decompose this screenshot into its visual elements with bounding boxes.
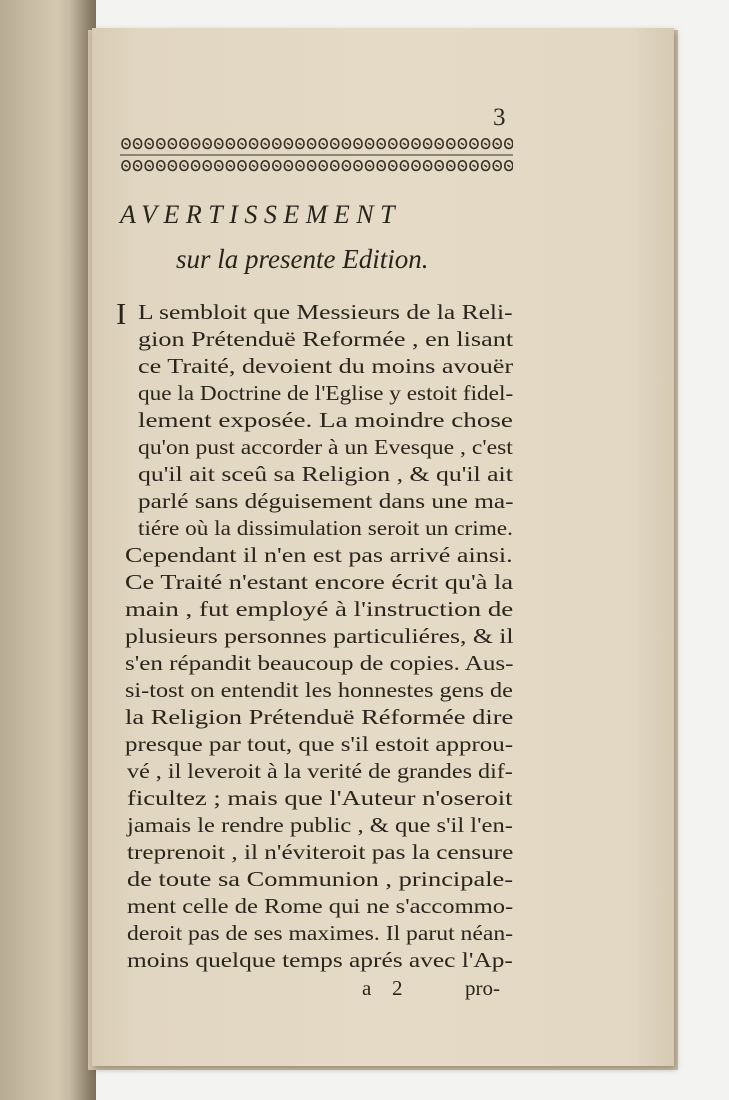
fleuron-icon <box>331 161 339 171</box>
fleuron-icon <box>366 161 374 171</box>
text-line: la Religion Prétenduë Réformée dire <box>125 705 514 729</box>
fleuron-icon <box>168 139 176 149</box>
fleuron-icon <box>366 139 374 149</box>
fleuron-icon <box>424 161 432 171</box>
fleuron-icon <box>273 161 281 171</box>
text-line: ment celle de Rome qui ne s'accommo- <box>127 894 514 918</box>
fleuron-icon <box>493 161 501 171</box>
fleuron-icon <box>505 139 513 149</box>
fleuron-icon <box>296 161 304 171</box>
text-line: vé , il leveroit à la verité de grandes dif- <box>127 759 513 783</box>
fleuron-icon <box>238 139 246 149</box>
fleuron-icon <box>296 139 304 149</box>
fleuron-icon <box>238 161 246 171</box>
fleuron-icon <box>470 139 478 149</box>
text-line: si-tost on entendit les honnestes gens de <box>125 678 513 702</box>
fleuron-icon <box>493 139 501 149</box>
page-number: 3 <box>493 104 506 131</box>
fleuron-icon <box>261 161 269 171</box>
fleuron-icon <box>180 161 188 171</box>
heading: AVERTISSEMENT <box>120 200 402 229</box>
fleuron-icon <box>226 161 234 171</box>
text-line: qu'il ait sceû sa Religion , & qu'il ait <box>138 462 513 486</box>
text-line: presque par tout, que s'il estoit approu- <box>125 732 514 756</box>
text-line: jamais le rendre public , & que s'il l'en- <box>127 813 513 837</box>
fleuron-icon <box>261 139 269 149</box>
text-line: ce Traité, devoient du moins avouër <box>138 354 514 378</box>
fleuron-icon <box>145 161 153 171</box>
fleuron-icon <box>284 139 292 149</box>
text-line: moins quelque temps aprés avec l'Ap- <box>127 948 513 972</box>
fleuron-icon <box>342 139 350 149</box>
fleuron-icon <box>250 161 258 171</box>
text-line: ficultez ; mais que l'Auteur n'oseroit <box>127 786 513 810</box>
text-line: que la Doctrine de l'Eglise y estoit fidel- <box>138 381 514 405</box>
fleuron-icon <box>447 139 455 149</box>
fleuron-icon <box>331 139 339 149</box>
fleuron-icon <box>122 161 130 171</box>
fleuron-icon <box>482 161 490 171</box>
fleuron-icon <box>470 161 478 171</box>
typographic-ornament-band <box>120 133 513 179</box>
subheading: sur la presente Edition. <box>176 244 429 274</box>
fleuron-icon <box>435 161 443 171</box>
fleuron-icon <box>354 161 362 171</box>
fleuron-icon <box>435 139 443 149</box>
signature-mark-letter: a <box>362 976 372 1000</box>
fleuron-icon <box>389 139 397 149</box>
fleuron-icon <box>412 139 420 149</box>
fleuron-icon <box>134 161 142 171</box>
fleuron-icon <box>400 139 408 149</box>
fleuron-icon <box>192 139 200 149</box>
text-line: gion Prétenduë Reformée , en lisant <box>138 327 514 351</box>
fleuron-icon <box>458 161 466 171</box>
fleuron-icon <box>157 161 165 171</box>
fleuron-icon <box>424 139 432 149</box>
fleuron-icon <box>157 139 165 149</box>
signature-mark-number: 2 <box>392 976 403 1000</box>
fleuron-icon <box>226 139 234 149</box>
text-line: s'en répandit beaucoup de copies. Aus- <box>125 651 514 675</box>
text-line: main , fut employé à l'instruction de <box>125 597 514 621</box>
text-line: de toute sa Communion , principale- <box>127 867 514 891</box>
fleuron-icon <box>134 139 142 149</box>
fleuron-icon <box>284 161 292 171</box>
text-line: Ce Traité n'estant encore écrit qu'à la <box>125 570 513 594</box>
fleuron-icon <box>145 139 153 149</box>
fleuron-icon <box>180 139 188 149</box>
fleuron-icon <box>447 161 455 171</box>
text-line: tiére où la dissimulation seroit un crime. <box>138 516 513 540</box>
fleuron-icon <box>215 161 223 171</box>
fleuron-icon <box>412 161 420 171</box>
fleuron-icon <box>482 139 490 149</box>
fleuron-icon <box>273 139 281 149</box>
fleuron-icon <box>319 139 327 149</box>
fleuron-icon <box>308 161 316 171</box>
fleuron-icon <box>505 161 513 171</box>
fleuron-icon <box>203 161 211 171</box>
fleuron-icon <box>342 161 350 171</box>
fleuron-icon <box>308 139 316 149</box>
fleuron-icon <box>377 161 385 171</box>
text-line: Cependant il n'en est pas arrivé ainsi. <box>125 543 513 567</box>
text-line: L sembloit que Messieurs de la Reli- <box>138 300 513 324</box>
fleuron-icon <box>203 139 211 149</box>
drop-cap: I <box>116 296 127 331</box>
text-line: lement exposée. La moindre chose <box>138 408 513 432</box>
fleuron-icon <box>250 139 258 149</box>
fleuron-icon <box>400 161 408 171</box>
text-line: deroit pas de ses maximes. Il parut néan- <box>127 921 514 945</box>
fleuron-icon <box>319 161 327 171</box>
fleuron-icon <box>192 161 200 171</box>
text-line: plusieurs personnes particuliéres, & il <box>125 624 514 648</box>
text-line: treprenoit , il n'éviteroit pas la censure <box>127 840 514 864</box>
fleuron-icon <box>458 139 466 149</box>
fleuron-icon <box>122 139 130 149</box>
fleuron-icon <box>215 139 223 149</box>
text-line: parlé sans déguisement dans une ma- <box>138 489 514 513</box>
fleuron-icon <box>389 161 397 171</box>
fleuron-icon <box>168 161 176 171</box>
text-line: qu'on pust accorder à un Evesque , c'est <box>138 435 513 459</box>
fleuron-icon <box>354 139 362 149</box>
catchword: pro- <box>465 976 500 1000</box>
fleuron-icon <box>377 139 385 149</box>
